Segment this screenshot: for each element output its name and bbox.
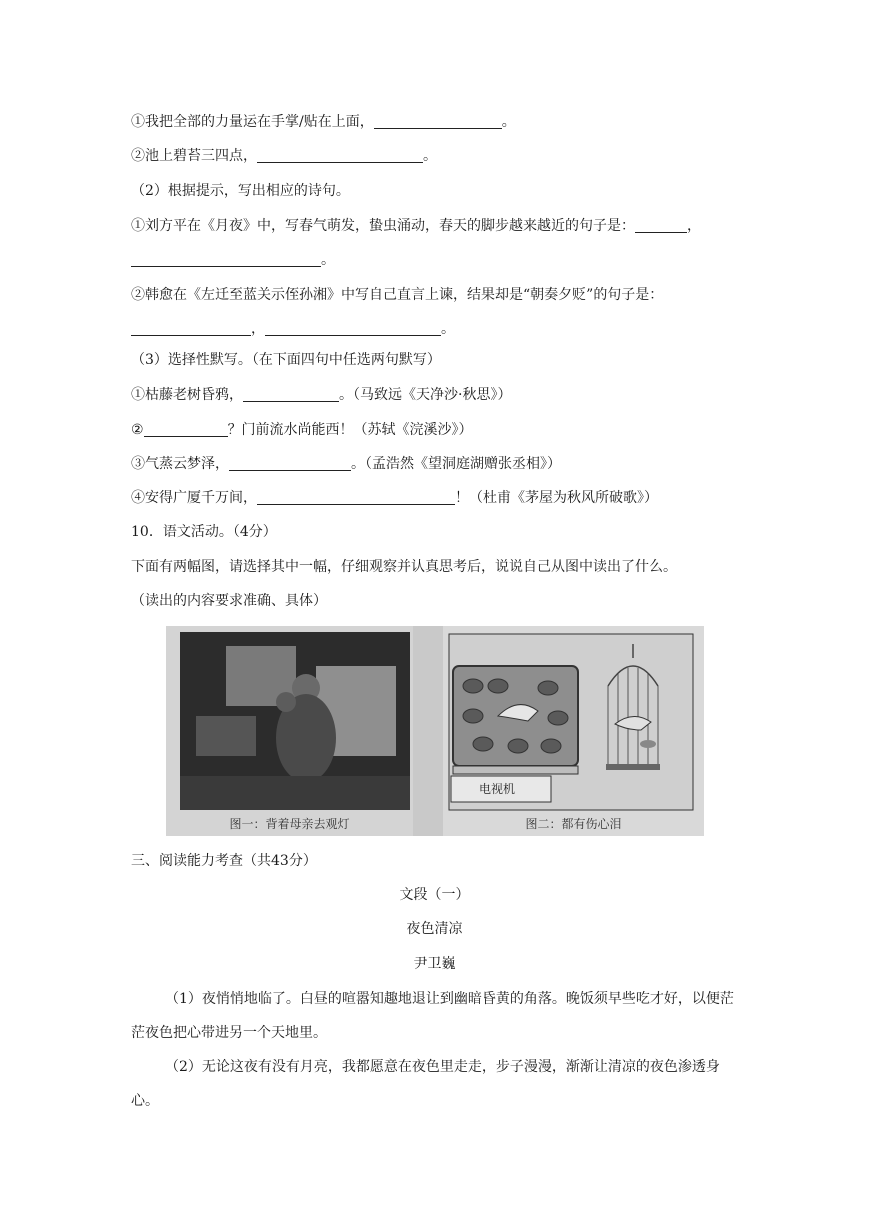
line-text: 。: [321, 252, 335, 268]
figure-two-caption: 图二：都有伤心泪: [525, 817, 622, 831]
line-text: 。（马致远《天净沙·秋思》）: [339, 387, 512, 403]
figure-one-caption: 图一：背着母亲去观灯: [229, 817, 350, 831]
tv-label: 电视机: [479, 782, 516, 796]
question-line: [131, 420, 473, 440]
question-line: [131, 319, 455, 339]
question-line: [131, 112, 516, 132]
line-text: ②: [131, 422, 144, 438]
answer-blank[interactable]: [265, 321, 441, 336]
answer-blank[interactable]: [131, 252, 321, 267]
question-line: [131, 488, 658, 508]
line-text: ①我把全部的力量运在手掌/贴在上面，: [131, 114, 374, 130]
line-text: ，: [251, 321, 265, 337]
line-text: ①枯藤老树昏鸦，: [131, 387, 243, 403]
question-line: [131, 454, 561, 474]
figure-one-photo: [166, 626, 413, 836]
figure-two-drawing: [443, 626, 704, 836]
question-line: [131, 250, 335, 270]
line-text: ！（杜甫《茅屋为秋风所破歌》）: [455, 490, 658, 506]
line-text: ②池上碧苔三四点，: [131, 148, 257, 164]
question-line: [131, 146, 437, 166]
passage-author: 尹卫巍: [413, 956, 456, 972]
question-line: （3）选择性默写。（在下面四句中任选两句默写）: [131, 352, 441, 368]
passage-label: 文段（一）: [399, 887, 470, 903]
answer-blank[interactable]: [144, 422, 228, 437]
answer-blank[interactable]: [229, 456, 351, 471]
line-text: 。: [441, 321, 455, 337]
line-text: ，: [687, 218, 701, 234]
line-text: 。（孟浩然《望洞庭湖赠张丞相》）: [351, 456, 561, 472]
answer-blank[interactable]: [131, 321, 251, 336]
passage-paragraph: （2）无论这夜有没有月亮，我都愿意在夜色里走走，步子漫漫，渐渐让清凉的夜色渗透身心。: [131, 1059, 720, 1109]
passage-title: 夜色清凉: [406, 921, 463, 937]
line-text: ④安得广厦千万间，: [131, 490, 257, 506]
section-heading: 三、阅读能力考查（共43分）: [131, 853, 317, 869]
question-heading: 10．语文活动。（4分）: [131, 524, 277, 540]
question-line: [131, 385, 511, 405]
line-text: 。: [501, 114, 516, 130]
question-line: （读出的内容要求准确、具体）: [131, 593, 327, 609]
question-line: [131, 216, 701, 236]
question-line: ②韩愈在《左迁至蓝关示侄孙湘》中写自己直言上谏，结果却是“朝奏夕贬”的句子是：: [131, 287, 664, 303]
passage-paragraph: （1）夜悄悄地临了。白昼的喧嚣知趣地退让到幽暗昏黄的角落。晚饭须早些吃才好，以便茫茫夜色把心带进另一个天地里。: [131, 991, 734, 1041]
figure-panel: [166, 626, 704, 836]
answer-blank[interactable]: [257, 490, 455, 505]
answer-blank[interactable]: [374, 114, 502, 129]
answer-blank[interactable]: [257, 148, 423, 163]
line-text: ③气蒸云梦泽，: [131, 456, 229, 472]
answer-blank[interactable]: [243, 387, 339, 402]
line-text: ①刘方平在《月夜》中，写春气萌发，蛰虫涌动，春天的脚步越来越近的句子是：: [131, 218, 635, 234]
line-text: 。: [423, 148, 437, 164]
photo-illustration: [166, 626, 413, 836]
cartoon-illustration: [443, 626, 704, 836]
answer-blank[interactable]: [635, 218, 687, 233]
question-line: （2）根据提示，写出相应的诗句。: [131, 183, 350, 199]
question-line: 下面有两幅图，请选择其中一幅，仔细观察并认真思考后，说说自己从图中读出了什么。: [131, 559, 677, 575]
line-text: ？门前流水尚能西！（苏轼《浣溪沙》）: [227, 422, 473, 438]
